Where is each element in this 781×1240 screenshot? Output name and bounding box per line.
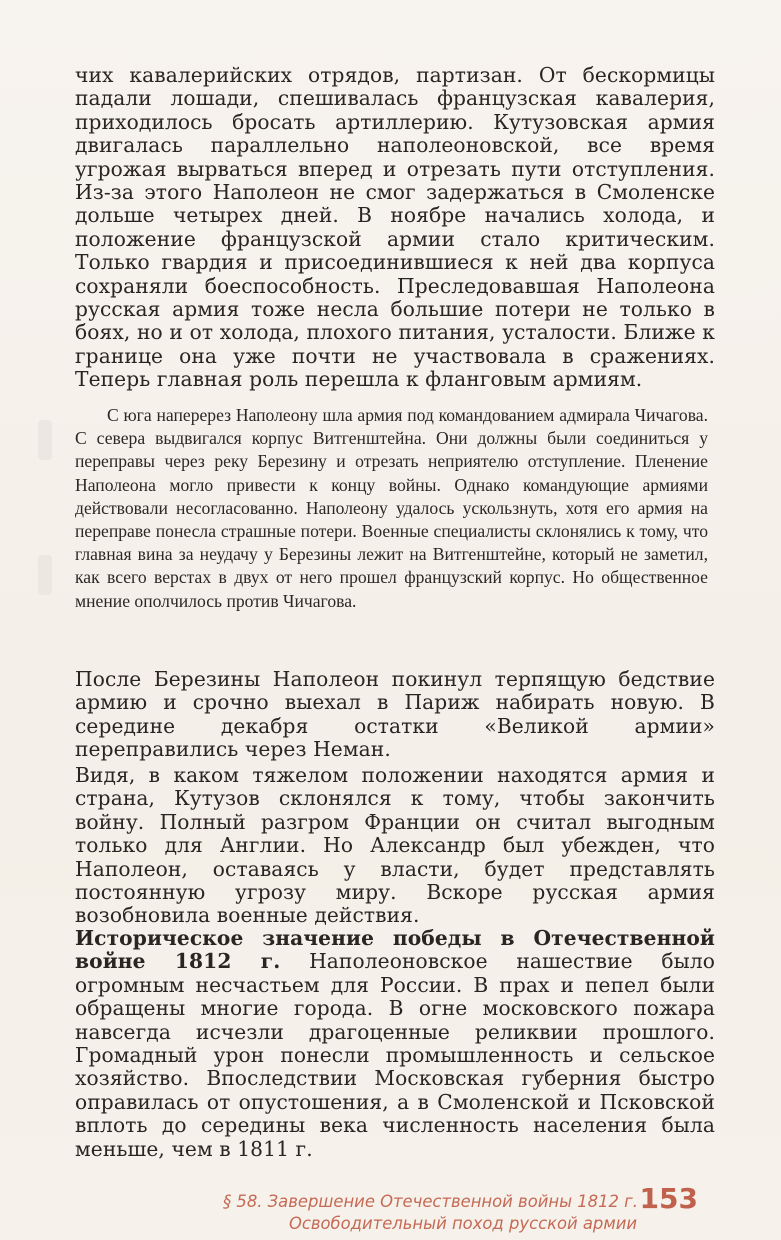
body-paragraph-2 [75, 668, 715, 762]
body-paragraph-1: чих кавалерийских отрядов, партизан. От бескормицы падали лошади, спешивалась французская кавалерия, приходилось бросать артиллерию. Кутузовская армия двигалась параллельно наполеоновской, все время угрожая вырваться вперед и отрезать пути отступления. Из-за этого Наполеон не смог задержаться в Смоленске дольше четырех дней. В ноябре начались холода, и положение французской армии стало критическим. Только гвардия и присоединившиеся к ней два корпуса сохраняли боеспособность. Преследовавшая Наполеона русская армия тоже несла большие потери не только в боях, но и от холода, плохого питания, усталости. Ближе к границе она уже почти не участвовала в сражениях. Теперь главная роль перешла к фланговым армиям. [75, 63, 715, 392]
body-paragraph-3-text: Видя, в каком тяжелом положении находятся армия и страна, Кутузов склонялся к тому, чтобы закончить войну. Полный разгром Франции он считал выгодным только для Англии. Но Александр был убежден, что Наполеон, оставаясь у власти, будет представлять постоянную угрозу миру. Вскоре русская армия возобновила военные действия. [75, 763, 715, 928]
page-edge-mark [38, 555, 52, 595]
section-title-line2: Освободительный поход русской армии [288, 1214, 637, 1233]
page-footer [222, 1180, 710, 1240]
inset-paragraph: С юга наперерез Наполеону шла армия под командованием адмирала Чичагова. С севера выдвигался корпус Витгенштейна. Они должны были соединиться у переправы через реку Березину и отрезать неприятелю отступление. Пленение Наполеона могло привести к концу войны. Однако командующие армиями действовали несогласованно. Наполеону удалось ускользнуть, хотя его армия на переправе понесла страшные потери. Военные специалисты склонялись к тому, что главная вина за неудачу у Березины лежит на Витгенштейне, который не заметил, как всего верстах в двух от него прошел французский корпус. Но общественное мнение ополчилось против Чичагова. [75, 405, 708, 611]
body-paragraph-2-text: После Березины Наполеон покинул терпящую бедствие армию и срочно выехал в Париж набирать новую. В середине декабря остатки «Великой армии» переправились через Неман. [75, 667, 715, 762]
body-paragraph-4 [75, 927, 715, 1161]
page-number: 153 [639, 1182, 698, 1215]
page-edge-mark [38, 420, 52, 460]
body-paragraph-3 [75, 764, 715, 928]
inset-small-text [75, 404, 708, 613]
section-subheading: Историческое значение победы в Отечественной войне 1812 г. [75, 926, 715, 974]
section-title-line1: § 58. Завершение Отечественной войны 1812 г. [222, 1192, 638, 1211]
body-paragraph-4-text: Наполеоновское нашествие было огромным несчастьем для России. В прах и пепел были обращены многие города. В огне московского пожара навсегда исчезли драгоценные реликвии прошлого. Громадный урон понесли промышленность и сельское хозяйство. Впоследствии Московская губерния быстро оправилась от опустошения, а в Смоленской и Псковской вплоть до середины века численность населения была меньше, чем в 1811 г. [75, 949, 715, 1161]
